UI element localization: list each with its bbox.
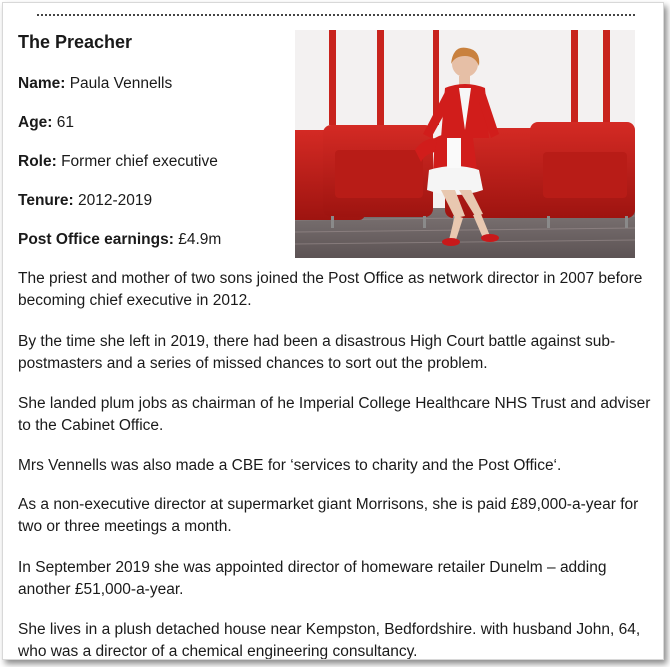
- fact-tenure: [18, 192, 152, 210]
- paragraph-4: Mrs Vennells was also made a CBE for ‘services to charity and the Post Office‘.: [18, 457, 562, 474]
- portrait-photo: [295, 30, 635, 258]
- paragraph-6: In September 2019 she was appointed director of homeware retailer Dunelm – adding another £51,000-a-year.: [18, 559, 607, 598]
- fact-earnings-label: Post Office earnings:: [18, 231, 174, 248]
- fact-name: [18, 75, 172, 93]
- paragraph-2: By the time she left in 2019, there had been a disastrous High Court battle against sub-postmasters and a series of missed chances to sort out the problem.: [18, 333, 616, 372]
- fact-age-label: Age:: [18, 114, 53, 131]
- paragraph-5: As a non-executive director at supermarket giant Morrisons, she is paid £89,000-a-year for two or three meetings a month.: [18, 496, 639, 535]
- fact-age-value: 61: [56, 114, 75, 131]
- paragraph-7: She lives in a plush detached house near Kempston, Bedfordshire. with husband John, 64, who was a director of a chemical engineering consultancy.: [18, 621, 641, 660]
- profile-title: The Preacher: [18, 32, 133, 52]
- fact-tenure-label: Tenure:: [18, 192, 74, 209]
- article-card: [2, 2, 664, 660]
- fact-name-value: Paula Vennells: [69, 75, 173, 92]
- fact-age: [18, 114, 74, 132]
- fact-earnings: [18, 231, 221, 249]
- fact-role-value: Former chief executive: [61, 153, 218, 170]
- paragraph-1: The priest and mother of two sons joined the Post Office as network director in 2007 before becoming chief executive in 2012.: [18, 270, 643, 309]
- fact-earnings-value: £4.9m: [178, 231, 222, 248]
- fact-role-label: Role:: [18, 153, 57, 170]
- dotted-divider: [37, 14, 635, 16]
- fact-tenure-value: 2012-2019: [78, 192, 153, 209]
- paragraph-3: She landed plum jobs as chairman of he Imperial College Healthcare NHS Trust and adviser to the Cabinet Office.: [18, 395, 651, 434]
- fact-role: [18, 153, 218, 171]
- fact-name-label: Name:: [18, 75, 66, 92]
- portrait-illustration: [295, 30, 635, 258]
